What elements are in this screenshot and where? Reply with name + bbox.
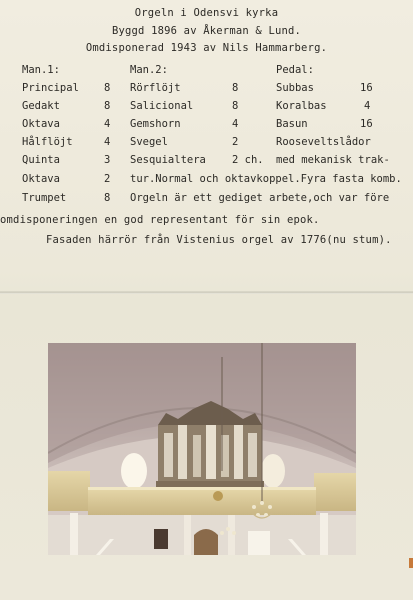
stop-row	[0, 173, 413, 189]
document-title: Orgeln i Odensvi kyrka	[134, 7, 279, 19]
stop-size: 2 ch.	[232, 154, 264, 166]
description-line: Orgeln är ett gediget arbete,och var före	[130, 192, 390, 204]
stop-size: 4	[104, 118, 111, 130]
stop-name: Svegel	[130, 136, 168, 148]
stop-row	[0, 136, 413, 152]
facade-note: Fasaden härrör från Vistenius orgel av 1776(nu stum).	[46, 234, 392, 246]
stop-size: 8	[232, 82, 239, 94]
stop-name: Basun	[276, 118, 308, 130]
stop-row	[0, 192, 413, 208]
stop-row	[0, 118, 413, 134]
stop-size: 8	[104, 192, 111, 204]
stop-name: Principal	[22, 82, 79, 94]
stop-size: 16	[360, 82, 373, 94]
redisposition-info: Omdisponerad 1943 av Nils Hammarberg.	[85, 42, 328, 54]
pedal-header: Pedal:	[276, 64, 314, 76]
stop-name: Salicional	[130, 100, 194, 112]
stop-name: Koralbas	[276, 100, 327, 112]
column-headers	[0, 64, 413, 80]
stop-name: Oktava	[22, 118, 60, 130]
stop-name: Sesquialtera	[130, 154, 206, 166]
stop-size: 4	[364, 100, 371, 112]
church-interior-image	[48, 343, 356, 555]
build-info: Byggd 1896 av Åkerman & Lund.	[111, 25, 302, 37]
stop-name: Rörflöjt	[130, 82, 181, 94]
description-line: omdisponeringen en god representant för sin epok.	[0, 214, 320, 226]
stop-size: 8	[232, 100, 239, 112]
description-line: tur.Normal och oktavkoppel.Fyra fasta komb.	[130, 173, 402, 185]
stop-name: med mekanisk trak-	[276, 154, 390, 166]
stop-size: 4	[104, 136, 111, 148]
edge-mark	[409, 558, 413, 568]
stop-size: 2	[232, 136, 239, 148]
stop-size: 8	[104, 100, 111, 112]
stop-name: Hålflöjt	[22, 136, 73, 148]
stop-name: Rooseveltslådor	[276, 136, 371, 148]
stop-size: 2	[104, 173, 111, 185]
stop-name: Oktava	[22, 173, 60, 185]
stop-size: 16	[360, 118, 373, 130]
stop-row	[0, 100, 413, 116]
stop-row	[0, 82, 413, 98]
stop-name: Subbas	[276, 82, 314, 94]
stop-size: 8	[104, 82, 111, 94]
stop-size: 3	[104, 154, 111, 166]
stop-name: Gedakt	[22, 100, 60, 112]
page-fold	[0, 291, 413, 294]
stop-size: 4	[232, 118, 239, 130]
man2-header: Man.2:	[130, 64, 168, 76]
organ-photo	[48, 343, 356, 555]
stop-name: Gemshorn	[130, 118, 181, 130]
stop-name: Quinta	[22, 154, 60, 166]
man1-header: Man.1:	[22, 64, 60, 76]
stop-row	[0, 154, 413, 170]
stop-name: Trumpet	[22, 192, 67, 204]
